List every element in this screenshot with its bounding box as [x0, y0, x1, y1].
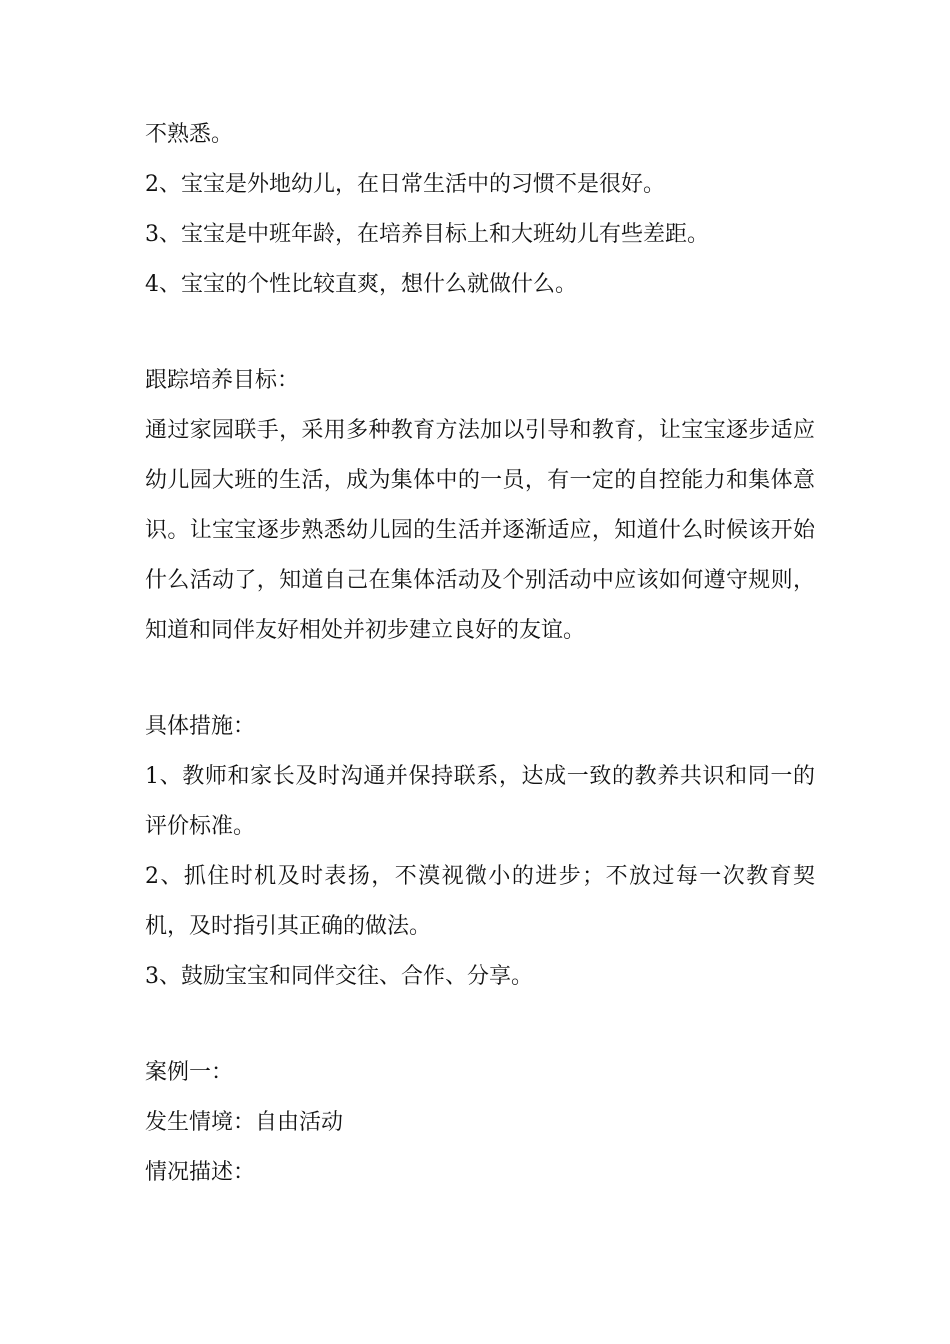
measures-item-1: 1、教师和家长及时沟通并保持联系，达成一致的教养共识和同一的评价标准。 [145, 764, 815, 839]
section-spacer [145, 310, 815, 356]
intro-item-2: 2、宝宝是外地幼儿，在日常生活中的习惯不是很好。 [145, 172, 665, 197]
section-spacer [145, 1002, 815, 1048]
measures-item-2: 2、抓住时机及时表扬，不漠视微小的进步；不放过每一次教育契机，及时指引其正确的做法。 [145, 864, 815, 939]
measures-item-3: 3、鼓励宝宝和同伴交往、合作、分享。 [145, 964, 533, 989]
intro-continuation: 不熟悉。 [145, 122, 234, 147]
measures-heading: 具体措施： [145, 714, 256, 739]
intro-item-3: 3、宝宝是中班年龄，在培养目标上和大班幼儿有些差距。 [145, 222, 709, 247]
case-situation: 发生情境：自由活动 [145, 1110, 344, 1135]
goal-body: 通过家园联手，采用多种教育方法加以引导和教育，让宝宝逐步适应幼儿园大班的生活，成为集体中的一员，有一定的自控能力和集体意识。让宝宝逐步熟悉幼儿园的生活并逐渐适应，知道什么时候该开始什么活动了，知道自己在集体活动及个别活动中应该如何遵守规则，知道和同伴友好相处并初步建立良好的友谊。 [145, 418, 815, 643]
goal-heading: 跟踪培养目标： [145, 368, 300, 393]
case-description-label: 情况描述： [145, 1160, 256, 1185]
section-spacer [145, 656, 815, 702]
case-heading: 案例一： [145, 1060, 234, 1085]
intro-item-4: 4、宝宝的个性比较直爽，想什么就做什么。 [145, 272, 577, 297]
document-page [145, 110, 815, 1198]
